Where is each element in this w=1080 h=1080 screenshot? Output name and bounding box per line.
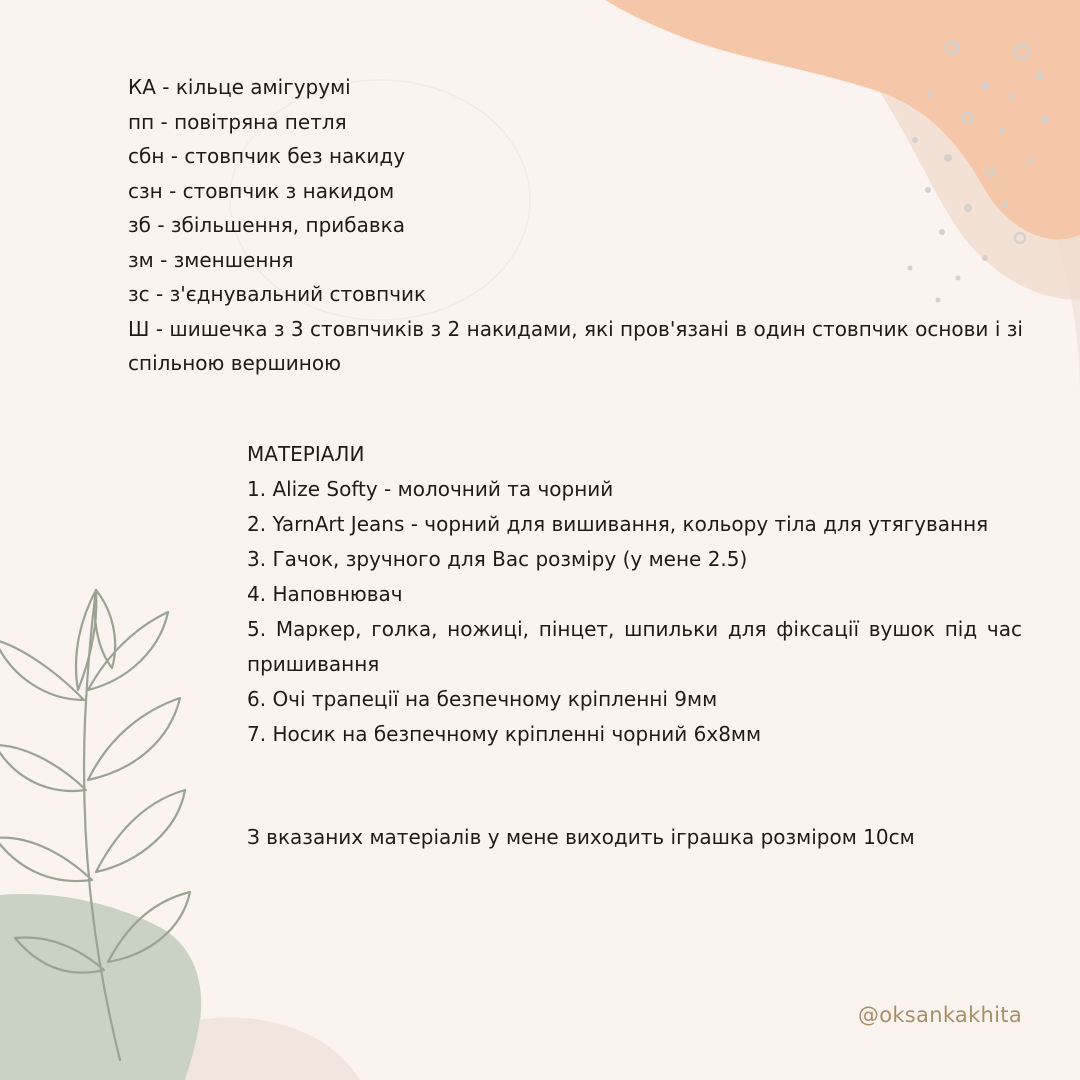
materials-list (247, 472, 1022, 752)
abbreviation-szn: сзн - стовпчик з накидом (128, 178, 395, 203)
materials-item: 4. Наповнювач (247, 582, 403, 606)
materials-item: 1. Alize Softy - молочний та чорний (247, 477, 614, 501)
materials-item: 2. YarnArt Jeans - чорний для вишивання, кольору тіла для утягування (247, 512, 989, 536)
abbreviation-zs: зс - з'єднувальний стовпчик (128, 282, 427, 306)
materials-section (247, 437, 1022, 752)
abbreviation-ka: КА - кільце амігурумі (128, 75, 351, 99)
author-handle: @oksankakhita (857, 1003, 1022, 1027)
materials-item: 3. Гачок, зручного для Вас розміру (у мене 2.5) (247, 547, 748, 571)
dot (1036, 72, 1044, 80)
dot (1027, 157, 1033, 163)
size-note: З вказаних матеріалів у мене виходить іграшка розміром 10см (247, 825, 915, 849)
dot (1041, 116, 1049, 124)
abbreviation-pp: пп - повітряна петля (128, 109, 347, 134)
abbreviation-zb: зб - збільшення, прибавка (128, 213, 405, 237)
abbreviation-bobble: Ш - шишечка з 3 стовпчиків з 2 накидами, які пров'язані в один стовпчик основи і зі спільною вершиною (128, 316, 1023, 375)
abbreviation-zm: зм - зменшення (128, 247, 294, 272)
materials-heading: МАТЕРІАЛИ (247, 442, 365, 466)
materials-item: 7. Носик на безпечному кріпленні чорний 6х8мм (247, 722, 762, 746)
materials-item: 5. Маркер, голка, ножиці, пінцет, шпильки для фіксації вушок під час пришивання (247, 617, 1022, 676)
materials-item: 6. Очі трапеції на безпечному кріпленні 9мм (247, 687, 718, 711)
abbreviations-section (128, 70, 1023, 381)
abbreviation-sbn: сбн - стовпчик без накиду (128, 144, 406, 168)
